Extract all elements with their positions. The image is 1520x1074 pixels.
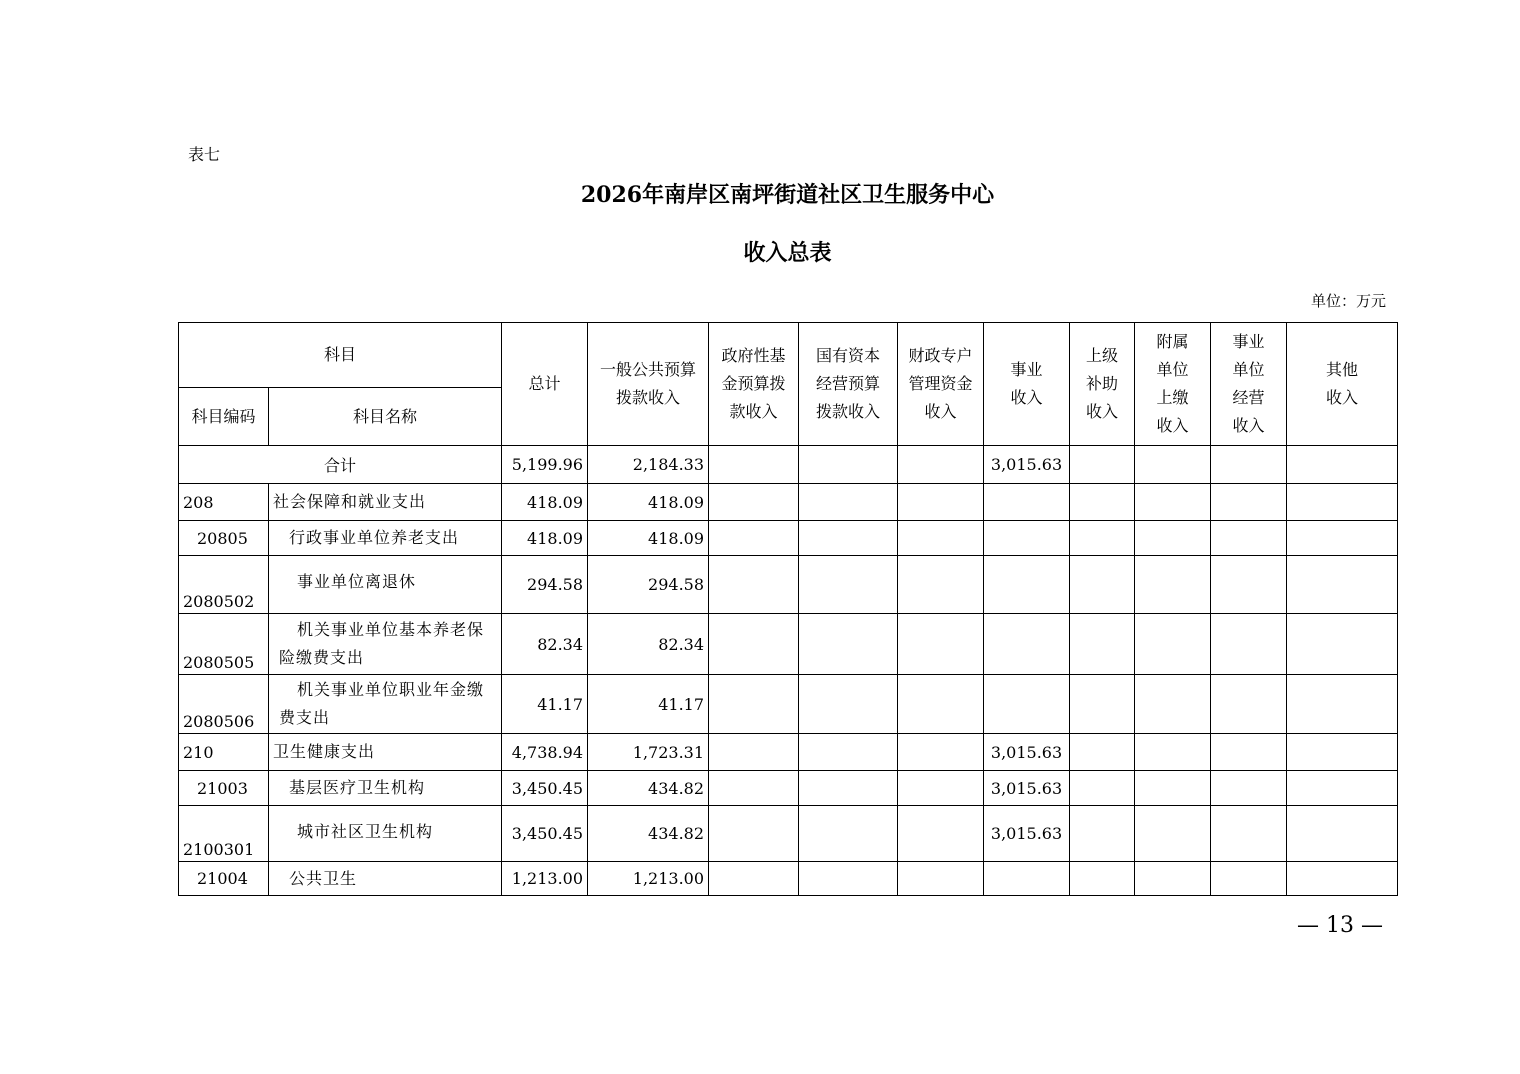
row-total: 82.34 — [502, 614, 588, 675]
row-total: 418.09 — [502, 521, 588, 556]
row-name: 卫生健康支出 — [269, 734, 502, 771]
header-subject-code: 科目编码 — [179, 388, 269, 446]
row-general-budget: 434.82 — [588, 806, 709, 862]
total-row — [179, 446, 1398, 484]
row-business-income — [984, 484, 1070, 521]
row-total: 4,738.94 — [502, 734, 588, 771]
row-total: 41.17 — [502, 675, 588, 734]
table-row — [179, 771, 1398, 806]
table-row — [179, 614, 1398, 675]
table-row — [179, 484, 1398, 521]
row-code: 208 — [179, 484, 269, 521]
header-gov-fund: 政府性基金预算拨款收入 — [709, 323, 799, 446]
row-business-income — [984, 614, 1070, 675]
row-business-income — [984, 675, 1070, 734]
page-title: 2026年南岸区南坪街道社区卫生服务中心 — [580, 182, 995, 208]
row-code: 21003 — [179, 771, 269, 806]
row-name: 社会保障和就业支出 — [269, 484, 502, 521]
row-name: 行政事业单位养老支出 — [269, 521, 502, 556]
income-summary-table — [178, 322, 1398, 896]
row-code: 20805 — [179, 521, 269, 556]
header-state-capital: 国有资本经营预算拨款收入 — [799, 323, 898, 446]
total-total: 5,199.96 — [502, 446, 588, 484]
row-code: 2080502 — [179, 556, 269, 614]
row-general-budget: 1,213.00 — [588, 862, 709, 896]
row-name: 机关事业单位基本养老保险缴费支出 — [269, 614, 502, 675]
table-row — [179, 521, 1398, 556]
row-business-income: 3,015.63 — [984, 771, 1070, 806]
row-code: 2080505 — [179, 614, 269, 675]
table-row — [179, 734, 1398, 771]
row-code: 21004 — [179, 862, 269, 896]
total-general-budget: 2,184.33 — [588, 446, 709, 484]
row-total: 1,213.00 — [502, 862, 588, 896]
table-row — [179, 675, 1398, 734]
header-row-1 — [179, 323, 1398, 388]
table-label: 表七 — [188, 145, 221, 164]
row-general-budget: 82.34 — [588, 614, 709, 675]
header-subject-name: 科目名称 — [269, 388, 502, 446]
page-number: — 13 — — [1297, 913, 1383, 938]
row-total: 294.58 — [502, 556, 588, 614]
row-code: 2100301 — [179, 806, 269, 862]
row-general-budget: 418.09 — [588, 484, 709, 521]
total-business-income: 3,015.63 — [984, 446, 1070, 484]
row-general-budget: 434.82 — [588, 771, 709, 806]
table-row — [179, 862, 1398, 896]
row-business-income — [984, 862, 1070, 896]
row-name: 事业单位离退休 — [269, 556, 502, 614]
table-row — [179, 556, 1398, 614]
table-row — [179, 806, 1398, 862]
row-total: 418.09 — [502, 484, 588, 521]
header-business-income: 事业收入 — [984, 323, 1070, 446]
row-name: 城市社区卫生机构 — [269, 806, 502, 862]
row-code: 210 — [179, 734, 269, 771]
row-general-budget: 418.09 — [588, 521, 709, 556]
header-business-operation: 事业单位经营收入 — [1211, 323, 1287, 446]
row-code: 2080506 — [179, 675, 269, 734]
row-name: 基层医疗卫生机构 — [269, 771, 502, 806]
header-subject: 科目 — [179, 323, 502, 388]
row-business-income — [984, 521, 1070, 556]
header-superior-subsidy: 上级补助收入 — [1070, 323, 1135, 446]
header-general-budget: 一般公共预算拨款收入 — [588, 323, 709, 446]
row-name: 公共卫生 — [269, 862, 502, 896]
row-total: 3,450.45 — [502, 771, 588, 806]
header-total: 总计 — [502, 323, 588, 446]
row-general-budget: 41.17 — [588, 675, 709, 734]
page-subtitle: 收入总表 — [743, 240, 832, 266]
row-total: 3,450.45 — [502, 806, 588, 862]
row-business-income: 3,015.63 — [984, 806, 1070, 862]
row-name: 机关事业单位职业年金缴费支出 — [269, 675, 502, 734]
row-business-income — [984, 556, 1070, 614]
header-affiliated-income: 附属单位上缴收入 — [1135, 323, 1211, 446]
header-fiscal-special: 财政专户管理资金收入 — [898, 323, 984, 446]
header-other-income: 其他收入 — [1287, 323, 1398, 446]
row-general-budget: 294.58 — [588, 556, 709, 614]
unit-label: 单位：万元 — [1310, 292, 1386, 310]
row-general-budget: 1,723.31 — [588, 734, 709, 771]
total-label: 合计 — [179, 446, 502, 484]
row-business-income: 3,015.63 — [984, 734, 1070, 771]
